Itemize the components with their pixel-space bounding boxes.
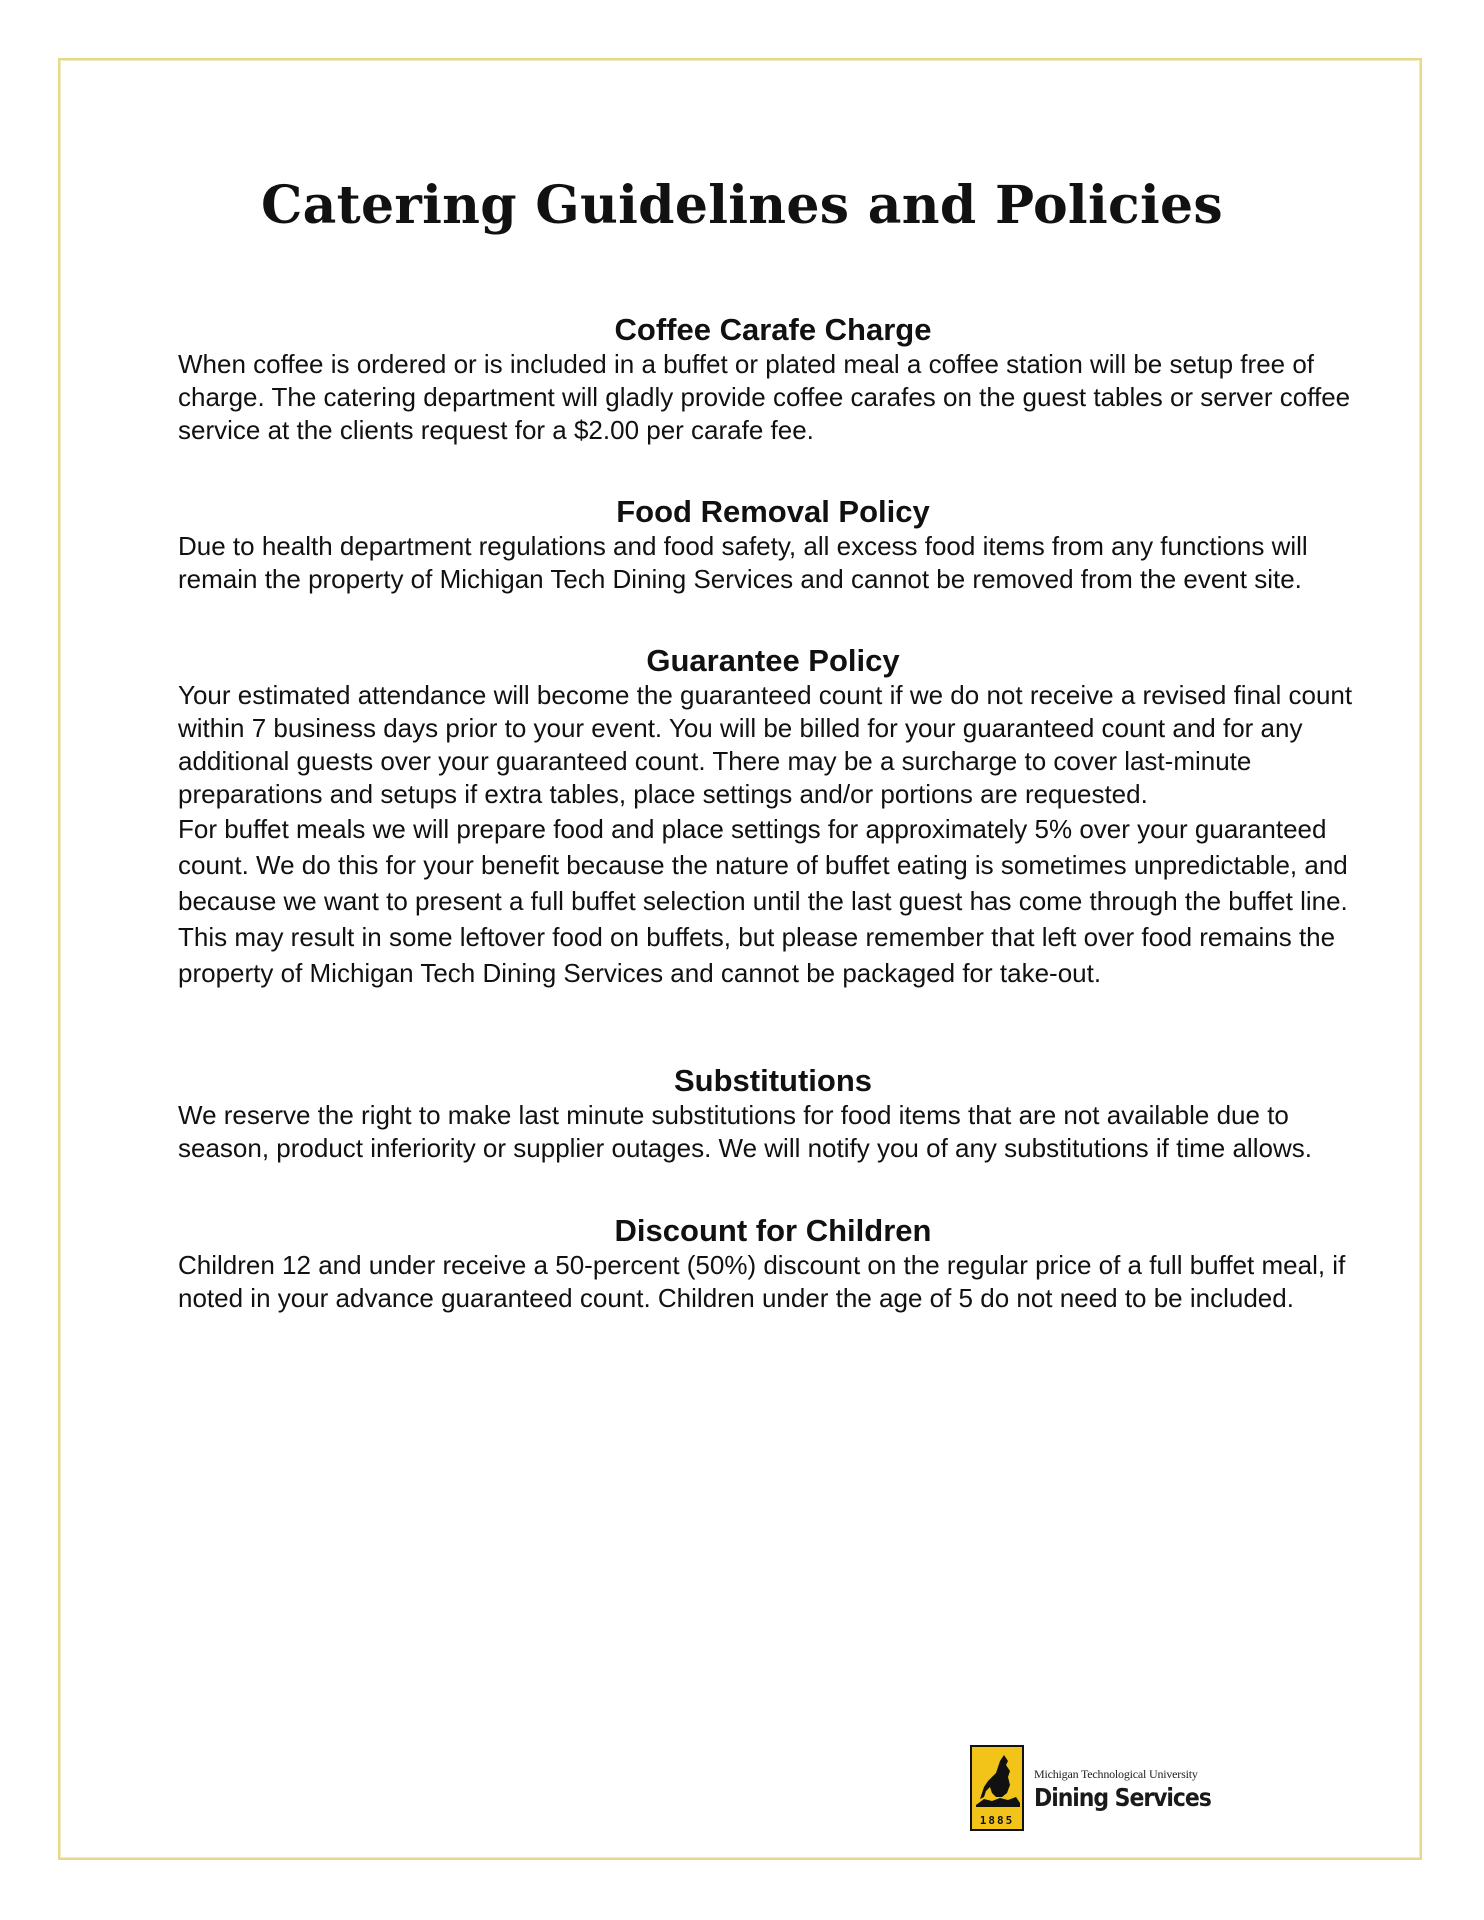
content [178,312,1368,1315]
section-paragraph: For buffet meals we will prepare food and place settings for approximately 5% over your guaranteed count. We do this for your benefit because the nature of buffet eating is sometimes unpredictable, and because we want to present a full buffet selection until the last guest has come through the buffet line. This may result in some leftover food on buffets, but please remember that left over food remains the property of Michigan Tech Dining Services and cannot be packaged for take-out. [178,814,1348,988]
dining-services-logo [970,1745,1220,1831]
section-heading: Food Removal Policy [616,494,930,529]
husky-silhouette-icon [972,1747,1022,1817]
section-paragraph: We reserve the right to make last minute substitutions for food items that are not available due to season, product inferiority or supplier outages. We will notify you of any substitutions if time allows. [178,1100,1312,1163]
logo-dining-services: Dining Services [1034,1783,1211,1812]
section-paragraph: Children 12 and under receive a 50-percent (50%) discount on the regular price of a full buffet meal, if noted in your advance guaranteed count. Children under the age of 5 do not need to be included. [178,1250,1346,1313]
logo-year: 1885 [974,1814,1020,1827]
section-coffee-carafe-charge [178,312,1368,447]
section-paragraph: Due to health department regulations and food safety, all excess food items from any functions will remain the property of Michigan Tech Dining Services and cannot be removed from the event site. [178,531,1308,594]
section-heading: Discount for Children [614,1213,932,1248]
page-title: Catering Guidelines and Policies [260,174,1224,236]
section-heading: Substitutions [673,1063,873,1098]
logo-university-name: Michigan Technological University [1034,1767,1198,1781]
section-food-removal-policy [178,494,1368,596]
section-heading: Guarantee Policy [646,643,900,678]
section-paragraph: When coffee is ordered or is included in a buffet or plated meal a coffee station will be setup free of charge. The catering department will gladly provide coffee carafes on the guest tables or server coffee service at the clients request for a $2.00 per carafe fee. [178,349,1351,445]
section-heading: Coffee Carafe Charge [614,312,932,347]
section-substitutions [178,1063,1368,1165]
husky-logo-icon [970,1745,1024,1831]
section-discount-for-children [178,1213,1368,1315]
section-guarantee-policy [178,643,1368,991]
section-paragraph: Your estimated attendance will become the guaranteed count if we do not receive a revised final count within 7 business days prior to your event. You will be billed for your guaranteed count and for any additional guests over your guaranteed count. There may be a surcharge to cover last-minute preparations and setups if extra tables, place settings and/or portions are requested. [178,680,1353,809]
